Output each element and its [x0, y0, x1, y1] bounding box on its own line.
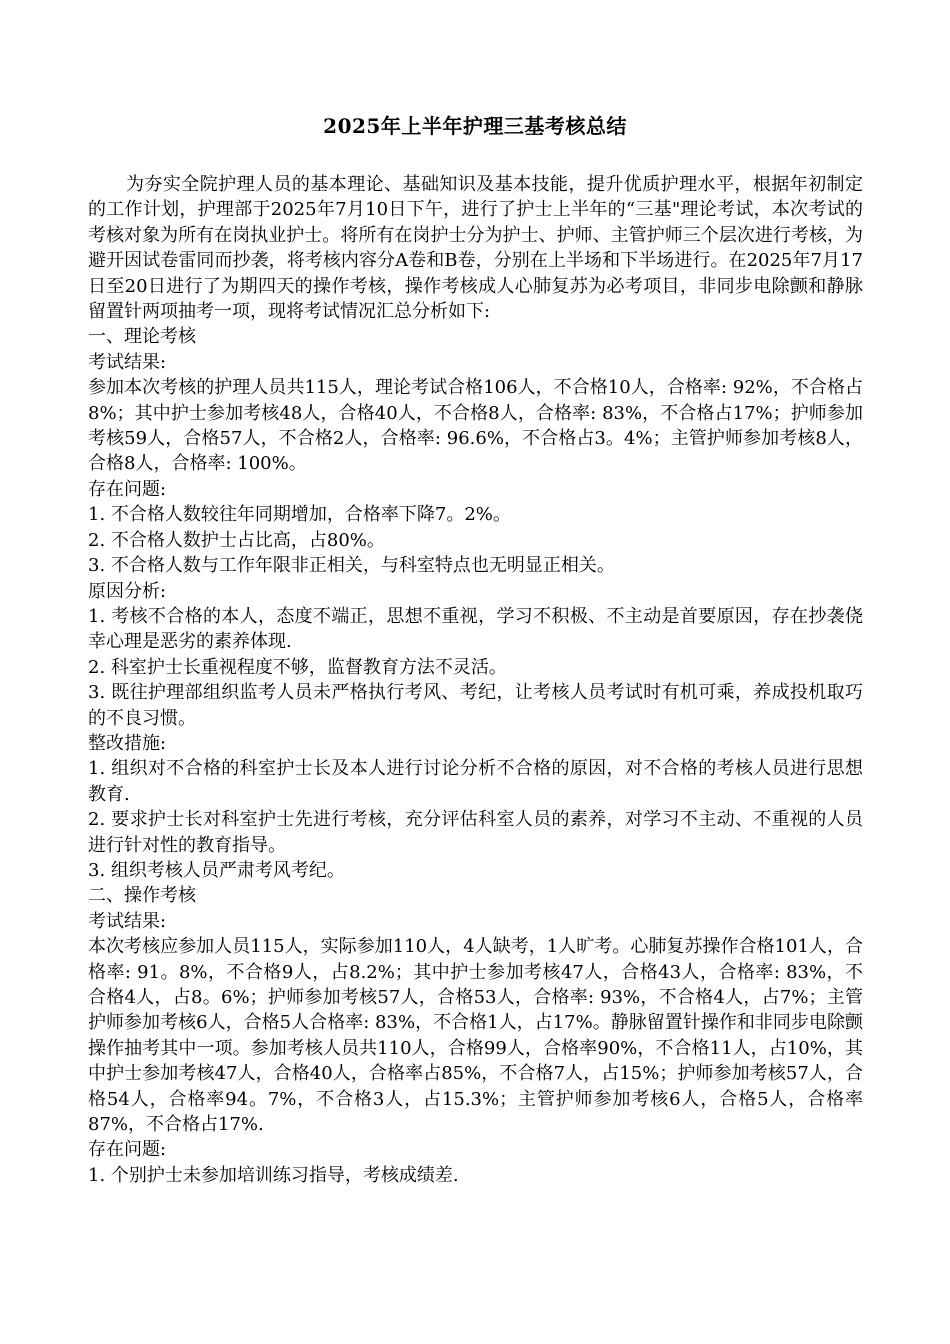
subheading-results: 考试结果: — [88, 351, 167, 373]
subheading-corrective-measures: 整改措施: — [88, 732, 167, 754]
subheading-problems: 存在问题: — [88, 1139, 167, 1161]
list-item: 3. 组织考核人员严肃考风考纪。 — [88, 859, 345, 881]
document-title: 2025年上半年护理三基考核总结 — [323, 114, 627, 138]
paragraph-theory-results: 参加本次考核的护理人员共115人，理论考试合格106人，不合格10人，合格率: 92%，不合格占8%；其中护士参加考核48人，合格40人，不合格8人，合格率: 83%，不合格占17%；护师参加考核59人，合格57人，不合格2人，合格率: 96.6%，不合格占3。4%；主管护师参加考核8人，合格8人，合格率: 100%。 — [88, 377, 863, 475]
list-item: 2. 不合格人数护士占比高，占80%。 — [88, 529, 385, 551]
list-item: 2. 要求护士长对科室护士先进行考核，充分评估科室人员的素养，对学习不主动、不重视的人员进行针对性的教育指导。 — [88, 809, 863, 856]
list-item: 2. 科室护士长重视程度不够，监督教育方法不灵活。 — [88, 656, 507, 678]
list-item: 1. 个别护士未参加培训练习指导，考核成绩差. — [88, 1164, 459, 1186]
list-item: 3. 既往护理部组织监考人员未严格执行考风、考纪，让考核人员考试时有机可乘，养成投机取巧的不良习惯。 — [88, 682, 863, 729]
document-body — [88, 172, 863, 1188]
list-item: 3. 不合格人数与工作年限非正相关，与科室特点也无明显正相关。 — [88, 555, 615, 577]
list-item: 1. 不合格人数较往年同期增加，合格率下降7。2%。 — [88, 504, 511, 526]
intro-paragraph: 为夯实全院护理人员的基本理论、基础知识及基本技能，提升优质护理水平，根据年初制定的工作计划，护理部于2025年7月10日下午，进行了护士上半年的“三基"理论考试，本次考试的考核对象为所有在岗执业护士。将所有在岗护士分为护士、护师、主管护师三个层次进行考核，为避开因试卷雷同而抄袭，将考核内容分A卷和B卷，分别在上半场和下半场进行。在2025年7月17日至20日进行了为期四天的操作考核，操作考核成人心肺复苏为必考项目，非同步电除颤和静脉留置针两项抽考一项，现将考试情况汇总分析如下: — [88, 174, 863, 323]
list-item: 1. 组织对不合格的科室护士长及本人进行讨论分析不合格的原因，对不合格的考核人员进行思想教育. — [88, 758, 863, 805]
section-heading-theory: 一、理论考核 — [88, 326, 196, 348]
subheading-problems: 存在问题: — [88, 478, 167, 500]
list-item: 1. 考核不合格的本人，态度不端正，思想不重视，学习不积极、不主动是首要原因，存在抄袭侥幸心理是恶劣的素养体现. — [88, 605, 863, 653]
section-heading-practical: 二、操作考核 — [88, 885, 196, 907]
paragraph-practical-results: 本次考核应参加人员115人，实际参加110人，4人缺考，1人旷考。心肺复苏操作合格101人，合格率: 91。8%，不合格9人，占8.2%；其中护士参加考核47人，合格43人，合格率: 83%，不合格4人，占8。6%；护师参加考核57人，合格53人，合格率: 93%，不合格4人，占7%；主管护师参加考核6人，合格5人合格率: 83%，不合格1人，占17%。静脉留置针操作和非同步电除颤操作抽考其中一项。参加考核人员共110人，合格99人，合格率90%，不合格11人，占10%，其中护士参加考核47人，合格40人，合格率占85%，不合格7人，占15%；护师参加考核57人，合格54人，合格率94。7%，不合格3人，占15.3%；主管护师参加考核6人，合格5人，合格率87%，不合格占17%. — [88, 936, 863, 1136]
subheading-results: 考试结果: — [88, 910, 167, 932]
subheading-cause-analysis: 原因分析: — [88, 580, 167, 602]
